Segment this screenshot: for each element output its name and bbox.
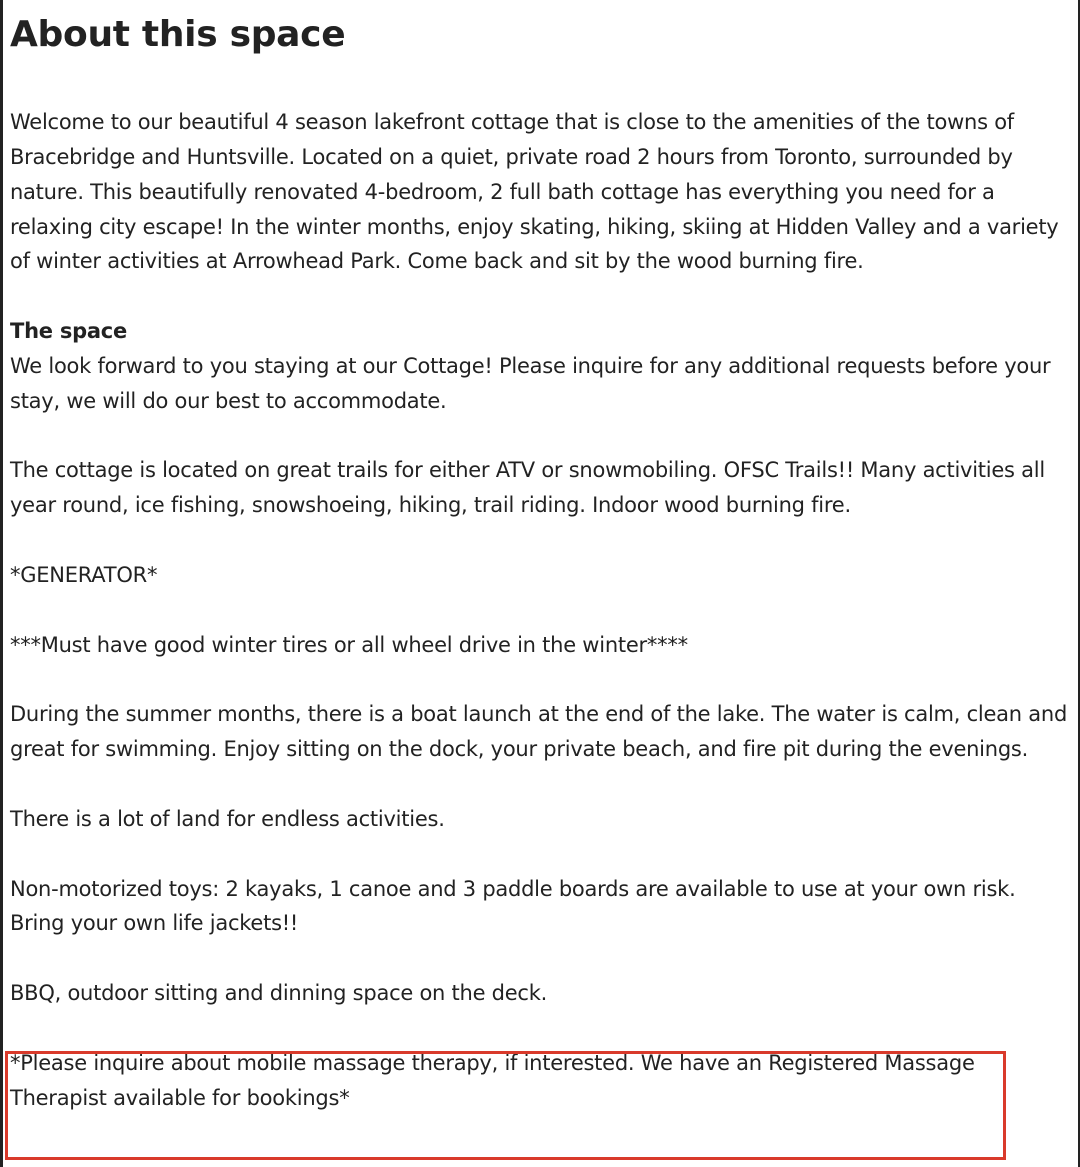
space-description — [10, 105, 1072, 1115]
space-paragraph-accommodation: We look forward to you staying at our Cottage! Please inquire for any additional requests before your stay, we will do our best to accommodate. — [10, 353, 1051, 413]
paragraph-gap — [10, 941, 1072, 976]
paragraph-gap — [10, 1011, 1072, 1046]
winter-tires-note: ***Must have good winter tires or all wheel drive in the winter**** — [10, 632, 688, 657]
left-border-line — [0, 0, 3, 1167]
land-paragraph: There is a lot of land for endless activities. — [10, 806, 445, 831]
massage-therapy-paragraph: *Please inquire about mobile massage therapy, if interested. We have an Registered Massage Therapist available for bookings* — [10, 1050, 975, 1110]
non-motorized-toys-paragraph: Non-motorized toys: 2 kayaks, 1 canoe and 3 paddle boards are available to use at your own risk. Bring your own life jackets!! — [10, 876, 1016, 936]
space-paragraph-trails: The cottage is located on great trails for either ATV or snowmobiling. OFSC Trails!! Many activities all year round, ice fishing, snowshoeing, hiking, trail riding. Indoor wood burning fire. — [10, 458, 1045, 518]
summer-paragraph: During the summer months, there is a boat launch at the end of the lake. The water is calm, clean and great for swimming. Enjoy sitting on the dock, your private beach, and fire pit during the evenings. — [10, 702, 1068, 762]
bbq-paragraph: BBQ, outdoor sitting and dinning space on the deck. — [10, 981, 548, 1006]
paragraph-gap — [10, 523, 1072, 558]
section-title: About this space — [10, 14, 346, 55]
paragraph-gap — [10, 279, 1072, 314]
paragraph-gap — [10, 767, 1072, 802]
generator-note: *GENERATOR* — [10, 562, 158, 587]
paragraph-gap — [10, 593, 1072, 628]
paragraph-gap — [10, 419, 1072, 454]
the-space-heading: The space — [10, 319, 127, 344]
about-this-space-section — [10, 8, 1076, 1115]
intro-paragraph: Welcome to our beautiful 4 season lakefront cottage that is close to the amenities of the towns of Bracebridge and Huntsville. Located on a quiet, private road 2 hours from Toronto, surrounded by nature. This beautifully renovated 4-bedroom, 2 full bath cottage has everything you need for a relaxing city escape! In the winter months, enjoy skating, hiking, skiing at Hidden Valley and a variety of winter activities at Arrowhead Park. Come back and sit by the wood burning fire. — [10, 110, 1059, 274]
paragraph-gap — [10, 837, 1072, 872]
paragraph-gap — [10, 663, 1072, 698]
